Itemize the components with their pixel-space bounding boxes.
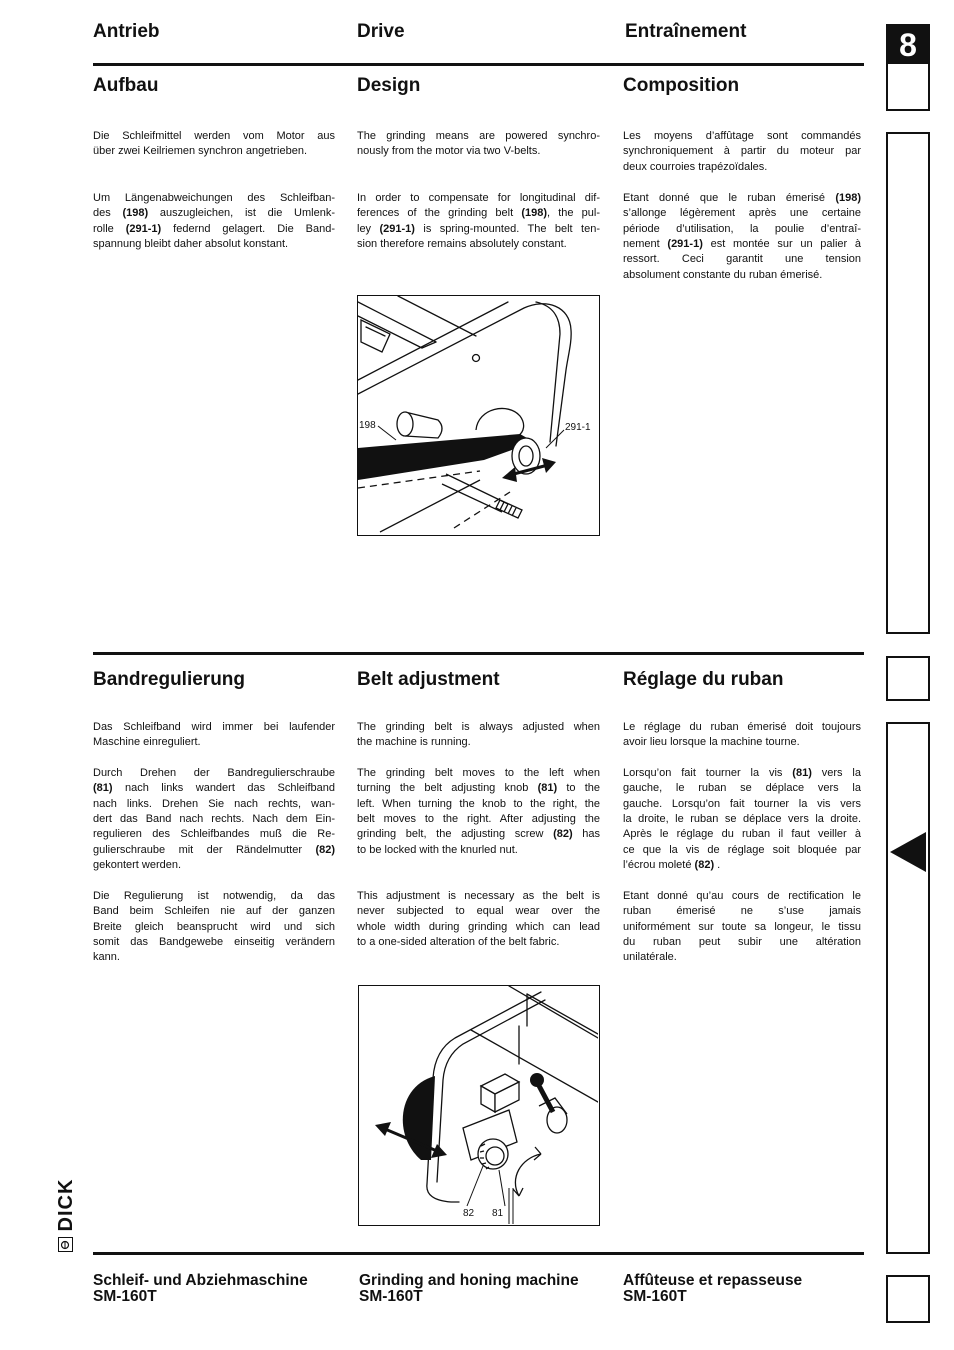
text-line <box>623 797 861 812</box>
text-line <box>357 237 600 252</box>
text-segment: des <box>93 207 123 220</box>
text-segment: dert das Band nach rechts. Nach dem Ein- <box>93 813 335 826</box>
footer-rule <box>93 1252 864 1255</box>
text-segment: The grinding means are powered synchro- <box>357 130 600 142</box>
text-line <box>93 904 335 919</box>
text-segment: grinding belt, the adjusting screw <box>357 828 554 841</box>
text-line <box>623 843 861 858</box>
text-line <box>93 827 335 842</box>
text-line <box>93 191 335 206</box>
text-segment: This adjustment is necessary as the belt is <box>357 890 600 902</box>
part-reference: (291-1) <box>667 238 703 251</box>
text-line <box>93 766 335 781</box>
text-line <box>357 781 600 796</box>
text-segment: auszugleichen, ist die Umlenk- <box>148 207 335 220</box>
text-segment: turning the belt adjusting knob <box>357 782 538 795</box>
text-segment: Die Schleifmittel werden vom Motor aus <box>93 130 335 142</box>
paragraph <box>93 720 335 751</box>
text-line <box>623 889 861 904</box>
text-line <box>357 827 600 842</box>
text-line <box>357 766 600 781</box>
text-line <box>623 766 861 781</box>
text-line <box>623 950 861 965</box>
text-segment: gauche. Lorsqu’on fait tourner la vis vers <box>623 797 861 810</box>
footer-model: SM-160T <box>623 1288 687 1305</box>
text-segment: est montée sur un palier à <box>702 238 861 251</box>
adjustment-block <box>463 1074 567 1160</box>
text-segment: l’écrou moleté <box>623 859 695 872</box>
text-line <box>357 812 600 827</box>
text-segment: du ruban peut subir une altération <box>623 936 861 949</box>
label-knurled-nut: 82 <box>463 1208 475 1219</box>
footer-machine-name: Affûteuse et repasseuse <box>623 1272 803 1289</box>
text-segment: vers la <box>811 767 861 779</box>
text-segment: gauche, le ruban se déplace vers la <box>623 782 861 795</box>
text-segment: nously from the motor via two V-belts. <box>357 145 541 158</box>
part-reference: (82) <box>315 843 335 856</box>
text-segment: über zwei Keilriemen synchron angetrieben. <box>93 145 308 158</box>
footer-machine-de <box>93 1273 308 1305</box>
text-line <box>623 827 861 842</box>
text-line <box>93 950 335 965</box>
text-line <box>623 268 861 283</box>
paragraph <box>93 889 335 966</box>
text-segment: Maschine einreguliert. <box>93 736 201 749</box>
text-segment: to be locked with the knurled nut. <box>357 843 518 856</box>
part-reference: (198) <box>835 192 861 204</box>
belt-adjustment-illustration <box>358 985 600 1226</box>
section-title-de: Aufbau <box>93 75 159 96</box>
drive-drum <box>476 408 524 436</box>
text-segment: ley <box>357 222 380 235</box>
text-segment: to a one-sided alteration of the belt fabric. <box>357 936 560 949</box>
footer-model: SM-160T <box>93 1288 157 1305</box>
text-segment: Après le réglage du ruban il faut veiller à <box>623 828 861 841</box>
text-line <box>93 129 335 144</box>
grinding-belt <box>358 434 534 480</box>
section-title-fr: Réglage du ruban <box>623 669 784 690</box>
text-segment: ce que la vis de réglage soit bloquée par <box>623 843 861 856</box>
section-title-fr: Composition <box>623 75 740 96</box>
text-segment: somit das Bandgewebe einseitig verändern <box>93 936 335 949</box>
text-segment: ferences of the grinding belt <box>357 207 522 220</box>
text-line <box>623 735 861 750</box>
chapter-heading-en: Drive <box>357 21 405 42</box>
text-segment: belt moves to the right. After adjusting the <box>357 813 600 826</box>
text-segment: la droite, le ruban se déplace vers la droite. <box>623 813 861 826</box>
text-segment: sion therefore remains absolutely constant. <box>357 238 567 251</box>
dick-logo: DICK <box>55 1178 77 1232</box>
label-adjusting-knob: 81 <box>492 1208 504 1219</box>
paragraph <box>357 766 600 858</box>
text-segment: Die Regulierung ist notwendig, da das <box>93 890 335 902</box>
text-line <box>93 206 335 221</box>
text-line <box>357 720 600 735</box>
part-reference: (81) <box>537 782 558 795</box>
text-line <box>93 843 335 858</box>
text-segment: deux courroies trapézoïdales. <box>623 160 768 173</box>
text-segment: In order to compensate for longitudinal dif- <box>357 192 600 204</box>
text-segment: . <box>714 859 721 872</box>
text-segment: unilatérale. <box>623 951 677 964</box>
text-line <box>623 206 861 221</box>
text-segment: Durch Drehen der Bandregulierschraube <box>93 767 335 779</box>
paragraph <box>93 766 335 873</box>
spring-mount <box>358 471 522 532</box>
text-line <box>623 858 861 873</box>
label-pulley: 291-1 <box>565 422 591 433</box>
paragraph <box>623 191 861 283</box>
text-line <box>93 720 335 735</box>
text-line <box>357 206 600 221</box>
text-segment: période d’utilisation, la poulie d’entraî- <box>623 222 861 235</box>
footer-machine-fr <box>623 1273 802 1305</box>
text-line <box>93 237 335 252</box>
footer-machine-name: Schleif- und Abziehmaschine <box>93 1272 308 1289</box>
text-line <box>623 222 861 237</box>
pin <box>397 412 442 438</box>
text-line <box>623 920 861 935</box>
text-segment: The grinding belt moves to the left when <box>357 767 600 779</box>
text-segment: , the pul- <box>547 207 600 220</box>
section-title-de: Bandregulierung <box>93 669 246 690</box>
text-line <box>623 129 861 144</box>
text-segment: has <box>572 828 600 841</box>
text-segment: federnd gelagert. Die Band- <box>161 222 336 235</box>
text-segment: Das Schleifband wird immer bei laufender <box>93 721 335 733</box>
paragraph <box>357 129 600 160</box>
text-segment: gulierschraube mit der Rändelmutter <box>93 843 316 856</box>
chapter-tab <box>886 24 930 111</box>
text-segment: the machine is running. <box>357 736 471 749</box>
text-segment: Etant donné que le ruban émerisé <box>623 192 836 204</box>
text-segment: nement <box>623 238 668 251</box>
paragraph <box>357 720 600 751</box>
text-line <box>93 735 335 750</box>
section-rule <box>93 652 864 655</box>
text-segment: never subjected to equal wear over the <box>357 905 600 918</box>
knurled-nut <box>478 1139 508 1169</box>
paragraph <box>623 889 861 966</box>
text-line <box>93 144 335 159</box>
part-reference: (81) <box>93 782 113 795</box>
text-segment: nach links wandert das Schleifband <box>112 782 335 795</box>
tab-box-current <box>886 722 930 1254</box>
text-segment: absolument constante du ruban émerisé. <box>623 268 823 281</box>
footer-machine-en <box>359 1273 579 1305</box>
text-segment: Les moyens d’affûtage sont commandés <box>623 130 861 142</box>
chapter-heading-de: Antrieb <box>93 21 160 42</box>
text-line <box>623 144 861 159</box>
text-segment: rolle <box>93 222 126 235</box>
text-line <box>623 160 861 175</box>
part-reference: (198) <box>122 207 149 220</box>
text-line <box>93 889 335 904</box>
text-segment: Band beim Schleifen nie auf der ganzen <box>93 905 335 918</box>
text-line <box>623 812 861 827</box>
text-line <box>623 191 861 206</box>
paragraph <box>93 129 335 160</box>
top-rule <box>93 63 864 66</box>
text-line <box>623 720 861 735</box>
tab-box <box>886 656 930 701</box>
text-segment: avoir lieu lorsque la machine tourne. <box>623 736 800 749</box>
text-line <box>357 797 600 812</box>
text-segment: Lorsqu’on fait tourner la vis <box>623 767 793 779</box>
text-segment: left. When turning the knob to the right, the <box>357 797 600 810</box>
text-segment: Etant donné qu’au cours de rectification le <box>623 890 861 902</box>
text-segment: nach links. Drehen Sie nach rechts, wan- <box>93 797 335 810</box>
text-line <box>357 935 600 950</box>
page-marker-arrow-icon <box>889 831 927 873</box>
text-segment: synchroniquement à partir du moteur par <box>623 145 861 158</box>
chapter-number: 8 <box>888 26 928 64</box>
text-line <box>93 812 335 827</box>
text-line <box>93 920 335 935</box>
text-segment: Le réglage du ruban émerisé doit toujours <box>623 721 861 733</box>
logo-emblem-icon <box>58 1237 73 1252</box>
text-line <box>93 781 335 796</box>
text-line <box>93 222 335 237</box>
tab-box <box>886 132 930 634</box>
text-segment: is spring-mounted. The belt ten- <box>414 222 600 235</box>
text-segment: s’allonge légèrement après une certaine <box>623 207 861 220</box>
text-line <box>623 237 861 252</box>
label-belt: 198 <box>359 420 376 431</box>
part-reference: (82) <box>553 828 573 841</box>
text-line <box>357 129 600 144</box>
text-line <box>357 889 600 904</box>
text-segment: Breite gleich beansprucht wird und sich <box>93 920 335 933</box>
text-line <box>93 935 335 950</box>
part-reference: (198) <box>521 207 547 220</box>
text-line <box>357 191 600 206</box>
text-line <box>623 781 861 796</box>
part-reference: (291-1) <box>125 222 162 235</box>
text-line <box>357 144 600 159</box>
text-line <box>623 935 861 950</box>
text-line <box>357 222 600 237</box>
text-line <box>357 843 600 858</box>
text-line <box>357 735 600 750</box>
text-segment: Um Längenabweichungen des Schleifban- <box>93 192 335 204</box>
text-line <box>357 920 600 935</box>
text-line <box>93 858 335 873</box>
paragraph <box>623 766 861 873</box>
paragraph <box>93 191 335 252</box>
part-reference: (291-1) <box>379 222 415 235</box>
machine-housing <box>358 296 571 446</box>
belt-drive-illustration <box>357 295 600 536</box>
paragraph <box>357 889 600 950</box>
text-segment: kann. <box>93 951 120 964</box>
text-segment: uniformément sur toute sa longeur, le tissu <box>623 920 861 933</box>
paragraph <box>623 129 861 175</box>
section-title-en: Belt adjustment <box>357 669 500 690</box>
text-segment: whole width during grinding which can lead <box>357 920 600 933</box>
text-segment: gekontert werden. <box>93 859 182 872</box>
text-segment: to the <box>557 782 601 795</box>
tab-box <box>886 1275 930 1323</box>
footer-machine-name: Grinding and honing machine <box>359 1272 579 1289</box>
text-line <box>623 252 861 267</box>
text-segment: ruban émerisé ne s’use jamais <box>623 905 861 918</box>
text-segment: regulieren des Schleifbandes muß die Re- <box>93 828 335 841</box>
text-line <box>93 797 335 812</box>
text-segment: ressort. Ceci garantit une tension <box>623 253 861 266</box>
paragraph <box>623 720 861 751</box>
chapter-heading-fr: Entraînement <box>625 21 747 42</box>
paragraph <box>357 191 600 252</box>
text-segment: spannung bleibt daher absolut konstant. <box>93 238 289 251</box>
text-line <box>357 904 600 919</box>
rotation-arrow-icon <box>513 1147 541 1196</box>
text-line <box>623 904 861 919</box>
section-title-en: Design <box>357 75 421 96</box>
part-reference: (82) <box>694 859 715 872</box>
footer-model: SM-160T <box>359 1288 423 1305</box>
part-reference: (81) <box>792 767 812 779</box>
text-segment: The grinding belt is always adjusted when <box>357 721 600 733</box>
